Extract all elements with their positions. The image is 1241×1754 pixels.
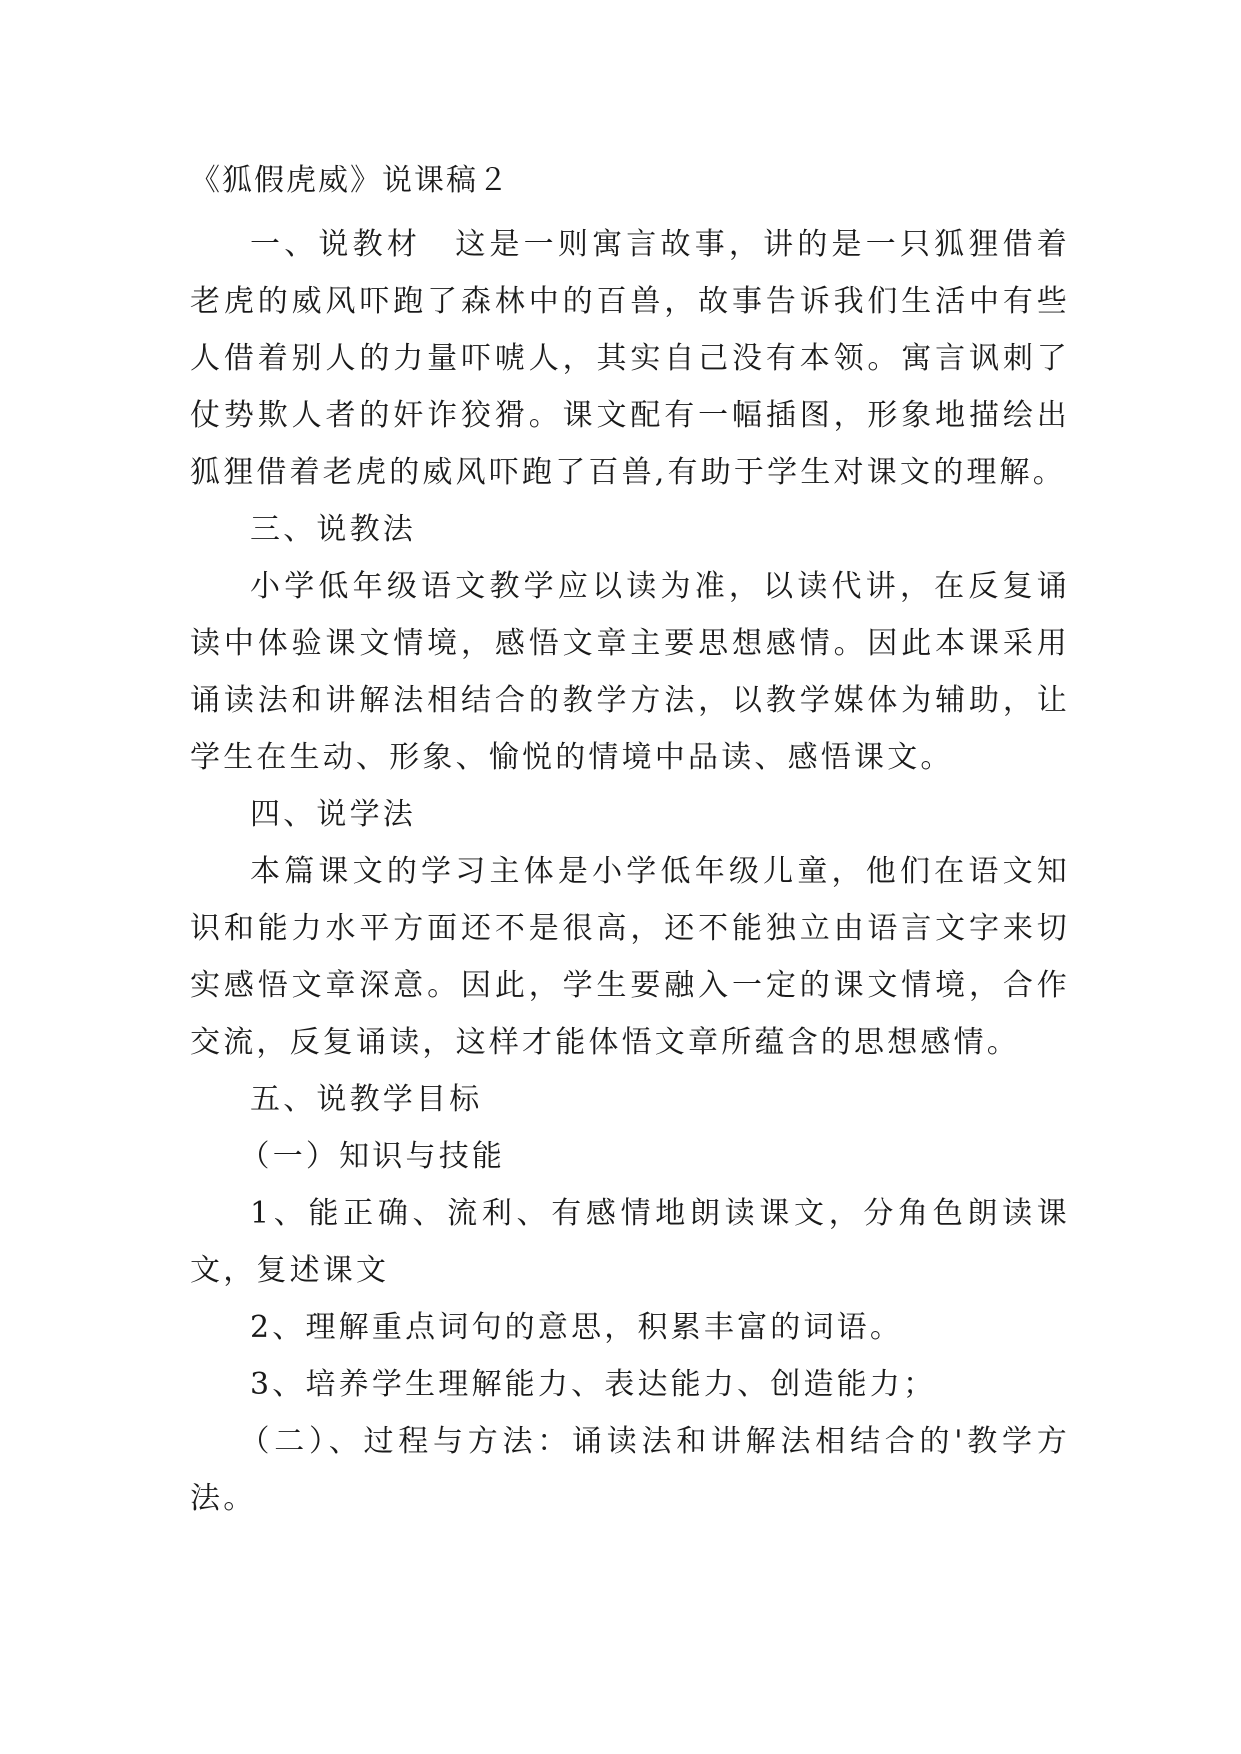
heading-learning-method: 四、说学法 bbox=[250, 797, 416, 832]
paragraph-teaching-material: 一、说教材 这是一则寓言故事，讲的是一只狐狸借着老虎的威风吓跑了森林中的百兽，故事告诉我们生活中有些人借着别人的力量吓唬人，其实自己没有本领。寓言讽刺了仗势欺人者的奸诈狡猾。课文配有一幅插图，形象地描绘出狐狸借着老虎的威风吓跑了百兽,有助于学生对课文的理解。 bbox=[190, 227, 1070, 490]
objective-item-2: 2、理解重点词句的意思，积累丰富的词语。 bbox=[250, 1310, 904, 1345]
heading-teaching-method: 三、说教法 bbox=[250, 512, 416, 547]
paragraph-learning-method: 本篇课文的学习主体是小学低年级儿童，他们在语文知识和能力水平方面还不是很高，还不能独立由语言文字来切实感悟文章深意。因此，学生要融入一定的课文情境，合作交流，反复诵读，这样才能体悟文章所蕴含的思想感情。 bbox=[190, 854, 1070, 1060]
heading-teaching-objectives: 五、说教学目标 bbox=[250, 1082, 483, 1117]
document-title: 《狐假虎威》说课稿２ bbox=[190, 163, 510, 198]
objective-item-1: 1、能正确、流利、有感情地朗读课文，分角色朗读课文，复述课文 bbox=[190, 1196, 1070, 1288]
objective-item-3: 3、培养学生理解能力、表达能力、创造能力； bbox=[250, 1367, 937, 1402]
document-page bbox=[190, 162, 1070, 1527]
subheading-knowledge-skills: （一）知识与技能 bbox=[239, 1139, 506, 1174]
subheading-process-method: （二）、过程与方法：诵读法和讲解法相结合的'教学方法。 bbox=[190, 1424, 1070, 1516]
paragraph-teaching-method: 小学低年级语文教学应以读为准，以读代讲，在反复诵读中体验课文情境，感悟文章主要思想感情。因此本课采用诵读法和讲解法相结合的教学方法，以教学媒体为辅助，让学生在生动、形象、愉悦的情境中品读、感悟课文。 bbox=[190, 569, 1070, 775]
